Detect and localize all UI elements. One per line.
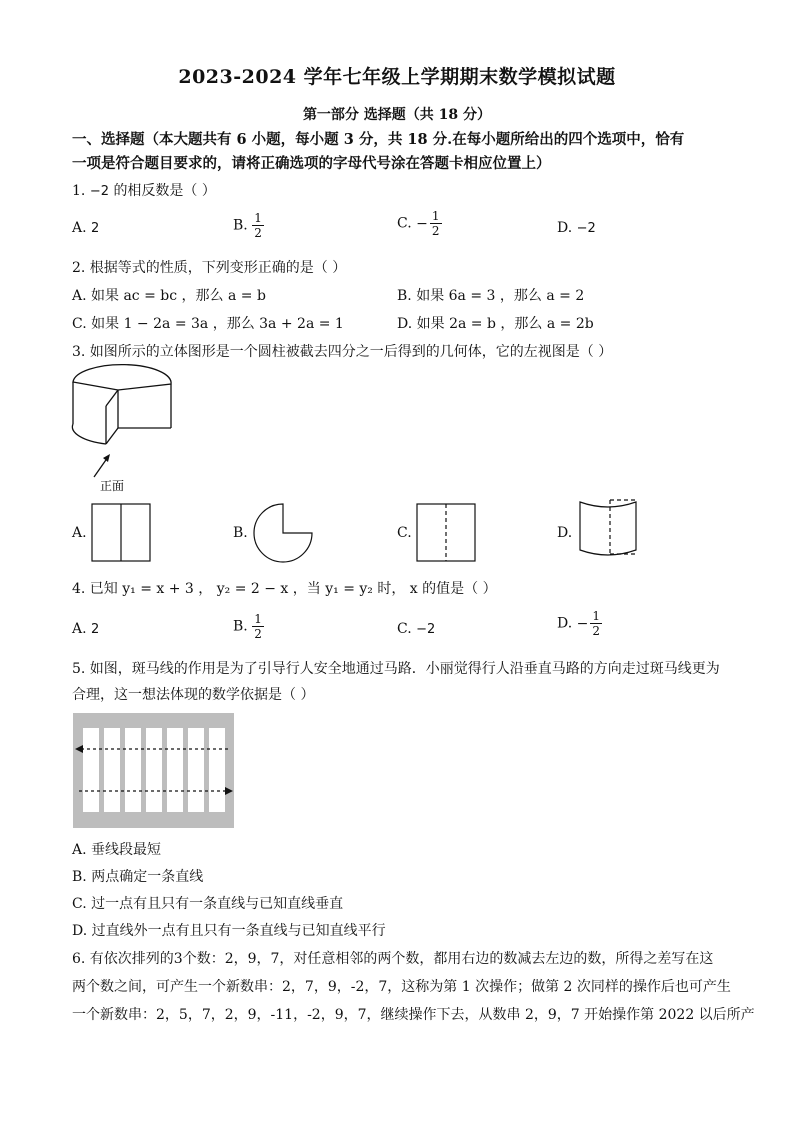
q1-option-d[interactable] [557,220,596,236]
question-stem: 的相反数是（ ） [113,183,216,199]
q3-option-a-figure [90,502,154,564]
question-6-line2: 两个数之间，可产生一个新数串：2，7，9，-2，7，这称为第 1 次操作；做第 2 次同样的操作后也可产生 [72,979,731,995]
q5-option-b[interactable]: B. 两点确定一条直线 [72,869,204,885]
q3-option-b-label[interactable]: B. [233,525,248,541]
q3-option-a-label[interactable]: A. [72,525,87,541]
q4-option-a[interactable]: A. 2 [72,621,100,637]
q3-option-b-figure [252,502,316,564]
option-label: D. [557,220,573,236]
question-6-line3: 一个新数串：2，5，7，2，9，-11，-2，9，7，继续操作下去，从数串 2，9，7 开始操作第 2022 以后所产 [72,1007,755,1023]
q5-option-c[interactable]: C. 过一点有且只有一条直线与已知直线垂直 [72,896,344,912]
fraction: $\frac{1}{2}$ [254,211,262,240]
q2-option-b[interactable]: B. 如果 6a = 3 ，那么 a = 2 [397,288,585,304]
option-label: A. [72,220,87,236]
fraction: $\frac{1}{2}$ [254,612,262,641]
q1-option-c[interactable]: C. − $\frac{1}{2}$ [397,209,440,238]
q2-option-c[interactable]: C. 如果 1 − 2a = 3a ，那么 3a + 2a = 1 [72,316,344,332]
fraction: $\frac{1}{2}$ [431,209,440,238]
q3-option-c-figure [415,502,479,564]
q3-option-d-label[interactable]: D. [557,525,573,541]
question-6-line1: 6. 有依次排列的3个数：2，9，7，对任意相邻的两个数，都用右边的数减去左边的数，所得之差写在这 [72,951,714,967]
question-5-line2: 合理，这一想法体现的数学依据是（ ） [72,687,315,703]
question-3: 3. 如图所示的立体图形是一个圆柱被截去四分之一后得到的几何体，它的左视图是（ ） [72,344,613,360]
q4-option-d[interactable]: D. − $\frac{1}{2}$ [557,609,601,638]
q2-option-a[interactable]: A. 如果 ac = bc ，那么 a = b [72,288,266,304]
crosswalk-figure [73,713,235,829]
q4-option-b[interactable]: B. $\frac{1}{2}$ [233,612,262,641]
q5-option-a[interactable]: A. 垂线段最短 [72,842,162,858]
option-label: C. [397,215,412,232]
q1-option-a[interactable] [72,220,99,236]
option-value: 2 [91,221,100,236]
arrow-head [103,454,110,462]
question-2: 2. 根据等式的性质，下列变形正确的是（ ） [72,260,347,276]
front-label: 正面 [100,479,125,493]
cut-cylinder-figure [68,362,178,496]
q1-option-b[interactable] [233,212,264,239]
section-instructions-line2: 一项是符合题目要求的，请将正确选项的字母代号涂在答题卡相应位置上） [72,155,551,172]
part-heading: 第一部分 选择题（共 18 分） [302,107,492,123]
fraction: $\frac{1}{2}$ [592,609,601,638]
q4-option-c[interactable]: C. −2 [397,621,436,637]
question-4: 4. 已知 y₁ = x + 3 ， y₂ = 2 − x ，当 y₁ = y₂ 时， x 的值是（ ） [72,581,497,597]
q5-option-d[interactable]: D. 过直线外一点有且只有一条直线与已知直线平行 [72,923,386,939]
option-label: B. [233,217,248,234]
math-value: −2 [89,184,109,199]
q3-option-d-figure [576,496,646,562]
question-number: 1. [72,183,86,199]
option-value: −2 [576,221,596,236]
question-5-line1: 5. 如图，斑马线的作用是为了引导行人安全地通过马路．小丽觉得行人沿垂直马路的方向走过斑马线更为 [72,661,720,677]
q3-option-c-label[interactable]: C. [397,525,412,541]
question-1 [72,180,216,200]
q2-option-d[interactable]: D. 如果 2a = b ，那么 a = 2b [397,316,594,332]
section-instructions-line1: 一、选择题（本大题共有 6 小题，每小题 3 分，共 18 分.在每小题所给出的四个选项中，恰有 [72,131,685,148]
page-title: 2023-2024 学年七年级上学期期末数学模拟试题 [178,66,616,88]
